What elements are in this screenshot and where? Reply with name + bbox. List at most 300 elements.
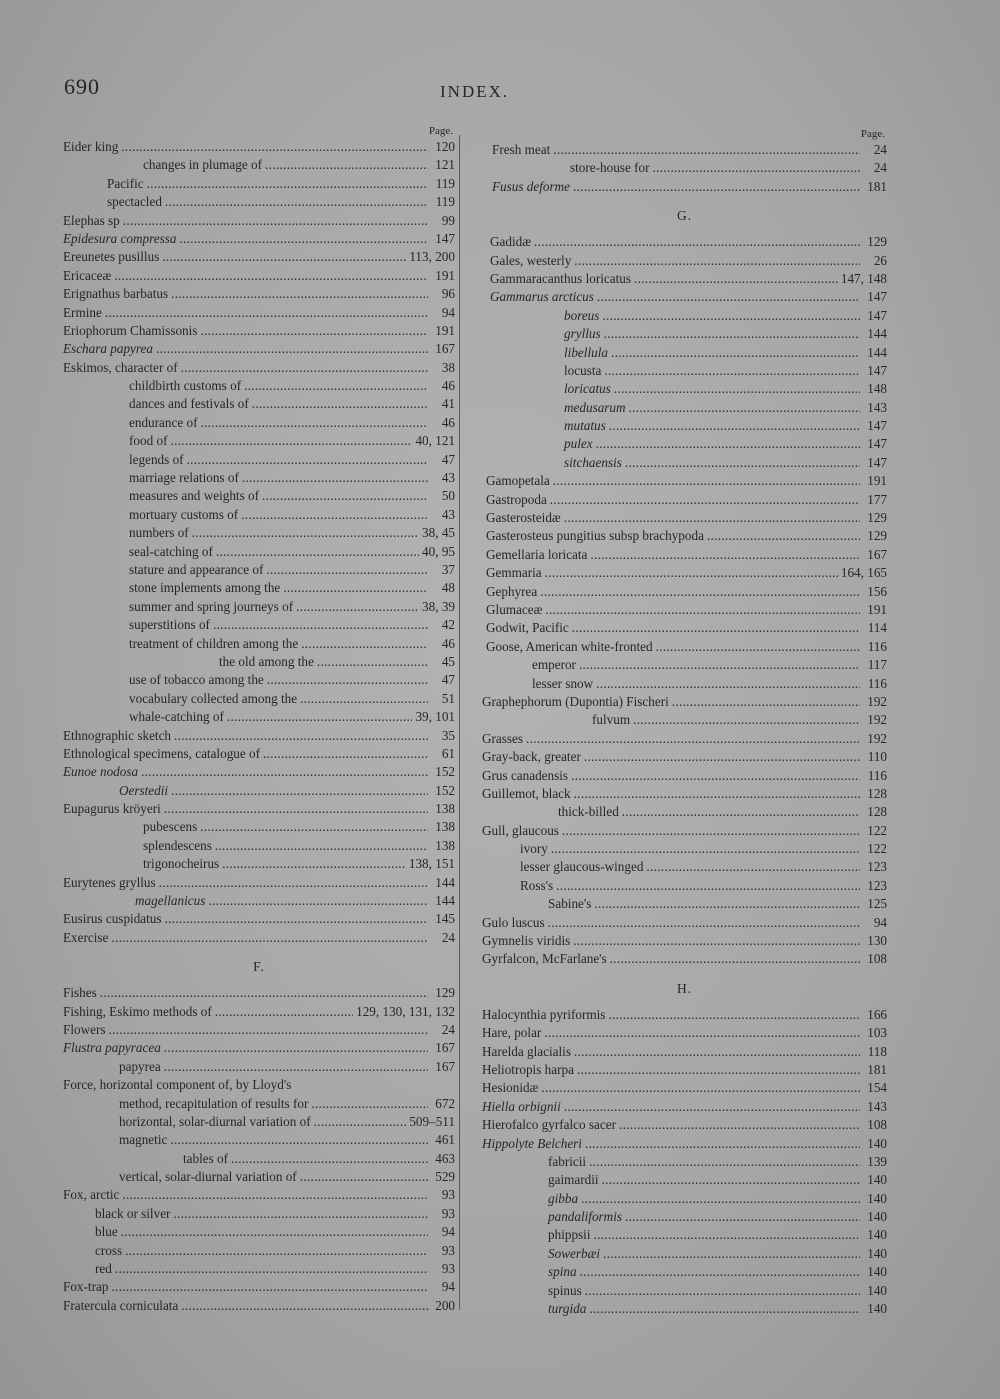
index-entry [482,1172,887,1190]
left-entries [63,139,455,1316]
index-entry [482,436,887,454]
index-entry [63,194,455,212]
dot-leader [604,363,860,379]
dot-leader [156,341,428,357]
entry-page: 139 [867,1153,887,1169]
dot-leader [602,1172,860,1188]
dot-leader [707,528,860,544]
index-entry [482,492,887,510]
index-entry [63,157,455,175]
dot-leader [625,1209,860,1225]
dot-leader [608,1007,860,1023]
entry-page: 125 [867,896,887,912]
index-entry [63,544,455,562]
entry-term: Ross's [520,877,554,893]
index-entry [63,433,455,451]
dot-leader [187,452,428,468]
dot-leader [100,985,428,1001]
dot-leader [215,1004,353,1020]
index-entry [63,1243,455,1261]
entry-page: 192 [867,693,887,709]
dot-leader [200,819,428,835]
entry-term: summer and spring journeys of [129,598,294,614]
index-entry [63,1022,455,1040]
entry-term: ivory [520,841,548,857]
dot-leader [585,1283,860,1299]
index-entry [63,139,455,157]
index-entry [63,1096,455,1114]
dot-leader [262,488,428,504]
entry-page: 181 [867,1061,887,1077]
entry-term: red [95,1261,112,1277]
entry-term: use of tobacco among the [129,672,264,688]
index-entry [63,856,455,874]
entry-page: 152 [435,764,455,780]
dot-leader [556,878,860,894]
entry-page: 37 [441,561,455,577]
entry-term: Gulo luscus [482,914,545,930]
entry-page: 140 [867,1301,887,1317]
entry-page: 38 [441,359,455,375]
entry-page: 138, 151 [408,856,455,872]
entry-page: 26 [873,252,887,268]
entry-term: Fishing, Eskimo methods of [63,1003,212,1019]
entry-page: 47 [441,451,455,467]
entry-page: 145 [435,911,455,927]
entry-term: Flowers [63,1021,106,1037]
entry-term: mortuary customs of [129,506,239,522]
entry-page: 164, 165 [840,565,887,581]
entry-page: 200 [435,1297,455,1313]
entry-page: 122 [867,841,887,857]
dot-leader [265,157,428,173]
index-entry [482,271,887,289]
entry-term: Gales, westerly [490,252,572,268]
entry-page: 119 [435,194,455,210]
entry-term: Hierofalco gyrfalco sacer [482,1117,616,1133]
entry-page: 40, 121 [415,433,455,449]
index-entry [63,1206,455,1224]
entry-page: 177 [867,491,887,507]
entry-term: spectacled [107,194,162,210]
entry-page: 147 [867,307,887,323]
index-entry [63,176,455,194]
entry-page: 129 [867,510,887,526]
dot-leader [580,1264,860,1280]
index-entry [63,1059,455,1077]
entry-page: 144 [867,326,887,342]
dot-leader [564,510,860,526]
index-entry [482,1117,887,1135]
entry-term: cross [95,1242,123,1258]
entry-page: 128 [867,785,887,801]
entry-page: 156 [867,583,887,599]
dot-leader [602,308,860,324]
dot-leader [181,1298,428,1314]
dot-leader [646,859,860,875]
index-entry [482,639,887,657]
entry-term: Gastropoda [486,491,547,507]
dot-leader [589,1154,860,1170]
index-entry [482,142,887,160]
dot-leader [652,160,860,176]
entry-term: Oerstedii [119,782,169,798]
entry-page: 94 [441,1224,455,1240]
index-entry [63,1077,455,1095]
entry-term: thick-billed [558,804,619,820]
entry-term: gaimardii [548,1172,599,1188]
entry-term: emperor [532,657,576,673]
index-entry [482,1007,887,1025]
index-entry [63,525,455,543]
index-entry [482,473,887,491]
index-entry [63,1279,455,1297]
index-entry [63,930,455,948]
index-entry [482,823,887,841]
index-entry [482,731,887,749]
entry-term: gibba [548,1190,579,1206]
index-entry [482,712,887,730]
entry-page: 140 [867,1172,887,1188]
dot-leader [314,1114,407,1130]
dot-leader [241,507,428,523]
index-entry [63,396,455,414]
entry-page: 147 [867,289,887,305]
dot-leader [300,691,428,707]
dot-leader [164,1040,428,1056]
entry-page: 147 [435,230,455,246]
index-entry [482,878,887,896]
entry-term: Gammaracanthus loricatus [490,270,631,286]
index-entry [63,378,455,396]
entry-term: numbers of [129,525,189,541]
entry-page: 121 [435,157,455,173]
index-entry [63,1298,455,1316]
index-entry [482,547,887,565]
entry-page: 143 [867,399,887,415]
page-column-label: Page. [860,128,885,140]
entry-page: 463 [435,1150,455,1166]
entry-page: 24 [873,142,887,157]
entry-page: 114 [867,620,887,636]
entry-page: 147 [867,362,887,378]
entry-page: 43 [441,470,455,486]
entry-term: medusarum [564,399,626,415]
entry-term: Eusirus cuspidatus [63,911,162,927]
index-entry [482,657,887,675]
entry-page: 123 [867,877,887,893]
entry-page: 118 [867,1043,887,1059]
dot-leader [296,599,419,615]
entry-term: Fox, arctic [63,1187,120,1203]
dot-leader [200,415,428,431]
entry-term: Guillemot, black [482,785,571,801]
entry-term: lesser glaucous-winged [520,859,644,875]
entry-term: Hesionidæ [482,1080,539,1096]
entry-term: Eider king [63,139,119,154]
index-entry [482,345,887,363]
entry-page: 166 [867,1006,887,1022]
dot-leader [545,565,838,581]
index-entry [63,305,455,323]
entry-page: 94 [441,1279,455,1295]
dot-leader [604,326,860,342]
entry-term: Fox-trap [63,1279,109,1295]
entry-term: Gray-back, greater [482,749,581,765]
entry-page: 461 [435,1132,455,1148]
entry-term: magellanicus [135,893,206,909]
entry-page: 48 [441,580,455,596]
index-entry [482,915,887,933]
entry-page: 181 [867,178,887,194]
entry-term: Ericaceæ [63,267,112,283]
dot-leader [572,620,860,636]
dot-leader [115,1261,428,1277]
entry-term: Pacific [107,175,144,191]
index-entry [63,1114,455,1132]
entry-term: libellula [564,344,608,360]
index-entry [482,841,887,859]
entry-page: 39, 101 [415,709,455,725]
entry-term: Godwit, Pacific [486,620,569,636]
entry-term: Ereunetes pusillus [63,249,160,265]
dot-leader [564,1099,860,1115]
entry-term: measures and weights of [129,488,260,504]
entry-term: Force, horizontal component of, by Lloyd's [63,1077,292,1093]
dot-leader [548,915,860,931]
entry-page: 130 [867,933,887,949]
entry-term: endurance of [129,414,198,430]
entry-term: vertical, solar-diurnal variation of [119,1169,297,1185]
entry-page: 148 [867,381,887,397]
page-number: 690 [64,74,100,99]
index-entry [63,783,455,801]
page-title: INDEX. [440,82,510,101]
dot-leader [581,1191,860,1207]
dot-leader [589,1301,860,1317]
index-entry [482,1025,887,1043]
index-entry [482,694,887,712]
entry-term: Gamopetala [486,473,550,489]
entry-page: 24 [441,929,455,945]
index-entry [482,160,887,178]
index-entry [63,1004,455,1022]
entry-term: fabricii [548,1153,587,1169]
entry-term: pulex [564,436,593,452]
index-entry [482,584,887,602]
dot-leader [283,580,428,596]
index-entry [482,1301,887,1319]
dot-leader [121,1224,428,1240]
dot-leader [545,602,860,618]
dot-leader [215,838,428,854]
dot-leader [574,253,860,269]
entry-term: splendescens [143,837,212,853]
index-entry [63,672,455,690]
entry-page: 38, 45 [422,525,455,541]
index-entry [482,528,887,546]
entry-term: locusta [564,362,602,378]
entry-page: 191 [867,601,887,617]
dot-leader [526,731,860,747]
dot-leader [573,933,860,949]
index-entry [63,213,455,231]
dot-leader [227,709,413,725]
entry-page: 93 [441,1205,455,1221]
entry-page: 129 [435,985,455,1001]
dot-leader [614,381,860,397]
entry-page: 93 [441,1187,455,1203]
index-entry [482,933,887,951]
entry-term: Ermine [63,304,102,320]
entry-page: 192 [867,730,887,746]
dot-leader [147,176,428,192]
entry-page: 167 [867,546,887,562]
index-entry [63,838,455,856]
dot-leader [179,231,428,247]
index-entry [482,1044,887,1062]
index-entry [63,599,455,617]
index-entry [482,804,887,822]
entry-page: 43 [441,506,455,522]
entry-page: 138 [435,801,455,817]
entry-page: 45 [441,653,455,669]
entry-page: 529 [435,1169,455,1185]
dot-leader [109,1022,429,1038]
entry-term: Fusus deforme [492,178,571,194]
dot-leader [111,930,428,946]
entry-page: 147 [867,454,887,470]
dot-leader [170,433,412,449]
dot-leader [596,676,860,692]
index-entry [482,326,887,344]
dot-leader [594,1227,861,1243]
entry-term: Fresh meat [492,142,551,157]
entry-term: Sabine's [548,896,592,912]
entry-term: whale-catching of [129,709,224,725]
dot-leader [603,1246,860,1262]
index-entry [63,1261,455,1279]
index-entry [482,1191,887,1209]
dot-leader [165,911,428,927]
section-letter: G. [676,208,693,224]
index-entry [482,859,887,877]
dot-leader [611,345,860,361]
index-entry [482,1136,887,1154]
entry-term: loricatus [564,381,611,397]
entry-page: 129 [867,234,887,250]
dot-leader [162,249,406,265]
dot-leader [222,856,406,872]
entry-page: 167 [435,1058,455,1074]
entry-page: 140 [867,1227,887,1243]
index-entry [482,381,887,399]
dot-leader [596,436,860,452]
entry-page: 46 [441,414,455,430]
index-entry [63,985,455,1003]
entry-page: 116 [867,638,887,654]
dot-leader [550,492,860,508]
entry-term: Flustra papyracea [63,1040,161,1056]
index-entry [482,602,887,620]
entry-term: food of [129,433,168,449]
index-entry [482,1209,887,1227]
dot-leader [125,1243,428,1259]
entry-page: 147, 148 [840,270,887,286]
entry-term: pubescens [143,819,198,835]
entry-page: 42 [441,617,455,633]
dot-leader [597,289,860,305]
dot-leader [634,271,838,287]
entry-term: Goose, American white-fronted [486,638,653,654]
entry-term: tables of [183,1150,229,1166]
entry-term: Eriophorum Chamissonis [63,322,198,338]
entry-page: 113, 200 [409,249,455,265]
index-entry [63,341,455,359]
entry-term: fulvum [592,712,631,728]
dot-leader [609,418,860,434]
dot-leader [213,617,428,633]
entry-page: 122 [867,822,887,838]
entry-term: marriage relations of [129,470,239,486]
dot-leader [181,360,428,376]
entry-term: blue [95,1224,118,1240]
entry-page: 116 [867,675,887,691]
dot-leader [311,1096,428,1112]
entry-page: 140 [867,1264,887,1280]
entry-page: 35 [441,727,455,743]
index-entry [63,801,455,819]
index-entry [63,1187,455,1205]
entry-term: Sowerbæi [548,1245,601,1261]
entry-page: 191 [435,322,455,338]
entry-term: spina [548,1264,577,1280]
entry-page: 47 [441,672,455,688]
entry-page: 116 [867,767,887,783]
right-entries [482,142,887,1319]
entry-page: 140 [867,1190,887,1206]
dot-leader [171,783,428,799]
dot-leader [610,951,860,967]
entry-page: 96 [441,286,455,302]
entry-page: 46 [441,635,455,651]
dot-leader [114,268,428,284]
entry-term: Gasterosteus pungitius subsp brachypoda [486,528,704,544]
dot-leader [171,286,428,302]
index-entry [482,1154,887,1172]
entry-term: Ethnological specimens, catalogue of [63,745,261,761]
dot-leader [164,801,428,817]
entry-page: 154 [867,1080,887,1096]
entry-term: method, recapitulation of results for [119,1095,309,1111]
entry-term: boreus [564,307,600,323]
entry-term: Eskimos, character of [63,359,178,375]
dot-leader [656,639,860,655]
index-entry [482,1246,887,1264]
entry-term: Harelda glacialis [482,1043,571,1059]
dot-leader [121,139,428,155]
dot-leader [263,746,428,762]
dot-leader [629,400,860,416]
index-entry [63,470,455,488]
entry-page: 99 [441,212,455,228]
index-entry [482,418,887,436]
index-entry [63,911,455,929]
entry-term: gryllus [564,326,601,342]
dot-leader [574,786,860,802]
entry-term: stature and appearance of [129,561,264,577]
entry-term: Halocynthia pyriformis [482,1006,606,1022]
